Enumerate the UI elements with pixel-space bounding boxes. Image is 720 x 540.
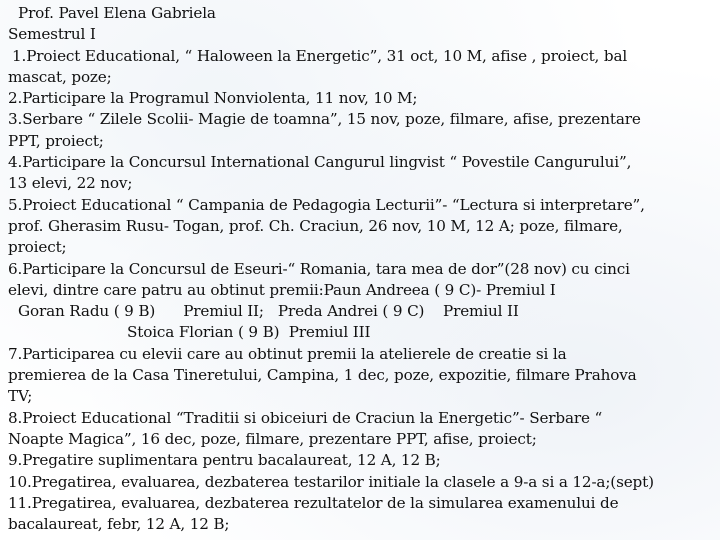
- text-line: TV;: [8, 387, 33, 406]
- text-line: Goran Radu ( 9 B) Premiul II; Preda Andrei ( 9 C) Premiul II: [18, 302, 519, 321]
- text-line: 4.Participare la Concursul International Cangurul lingvist “ Povestile Cangurului”,: [8, 153, 632, 172]
- text-line: proiect;: [8, 238, 67, 257]
- text-line: Stoica Florian ( 9 B) Premiul III: [127, 323, 371, 342]
- author-line: Prof. Pavel Elena Gabriela: [18, 4, 216, 22]
- text-line: Noapte Magica”, 16 dec, poze, filmare, prezentare PPT, afise, proiect;: [8, 429, 537, 448]
- text-line: 3.Serbare “ Zilele Scolii- Magie de toamna”, 15 nov, poze, filmare, afise, prezentare: [8, 110, 641, 129]
- text-line: 6.Participare la Concursul de Eseuri-“ Romania, tara mea de dor”(28 nov) cu cinci: [8, 259, 630, 278]
- text-line: 7.Participarea cu elevii care au obtinut premii la atelierele de creatie si la: [8, 344, 567, 363]
- text-line: 1.Proiect Educational, “ Haloween la Energetic”, 31 oct, 10 M, afise , proiect, bal: [12, 46, 628, 65]
- text-line: 2.Participare la Programul Nonviolenta, 11 nov, 10 M;: [8, 89, 418, 108]
- text-line: 5.Proiect Educational “ Campania de Pedagogia Lecturii”- “Lectura si interpretare”,: [8, 195, 645, 214]
- text-line: 13 elevi, 22 nov;: [8, 174, 133, 193]
- text-line: prof. Gherasim Rusu- Togan, prof. Ch. Craciun, 26 nov, 10 M, 12 A; poze, filmare,: [8, 216, 623, 235]
- text-line: 11.Pregatirea, evaluarea, dezbaterea rezultatelor de la simularea examenului de: [8, 493, 619, 512]
- text-line: 9.Pregatire suplimentara pentru bacalaureat, 12 A, 12 B;: [8, 451, 441, 470]
- semester-heading: Semestrul I: [8, 25, 96, 44]
- text-line: PPT, proiect;: [8, 131, 104, 150]
- text-line: elevi, dintre care patru au obtinut premii:Paun Andreea ( 9 C)- Premiul I: [8, 280, 556, 299]
- text-line: 10.Pregatirea, evaluarea, dezbaterea testarilor initiale la clasele a 9-a si a 12-a;(sept): [8, 472, 654, 491]
- text-line: mascat, poze;: [8, 67, 112, 86]
- text-line: 8.Proiect Educational “Traditii si obiceiuri de Craciun la Energetic”- Serbare “: [8, 408, 603, 427]
- text-line: premierea de la Casa Tineretului, Campina, 1 dec, poze, expozitie, filmare Prahova: [8, 366, 637, 385]
- text-line: bacalaureat, febr, 12 A, 12 B;: [8, 515, 230, 534]
